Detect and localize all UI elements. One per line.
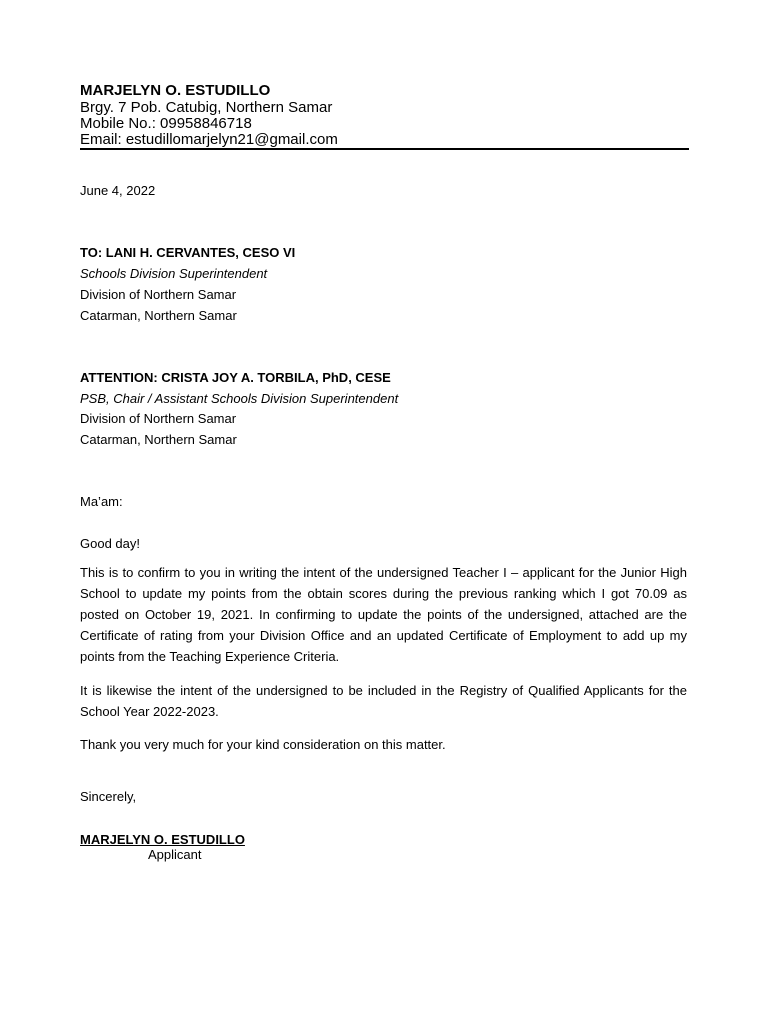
- recipient-position: Schools Division Superintendent: [80, 266, 268, 281]
- sender-address: Brgy. 7 Pob. Catubig, Northern Samar: [80, 99, 333, 116]
- sender-name: MARJELYN O. ESTUDILLO: [80, 82, 271, 99]
- attention-position: PSB, Chair / Assistant Schools Division Superintendent: [80, 391, 399, 406]
- recipient-office: Division of Northern Samar: [80, 287, 237, 302]
- attention-location: Catarman, Northern Samar: [80, 432, 237, 447]
- recipient-line: TO: LANI H. CERVANTES, CESO VI: [80, 245, 296, 260]
- salutation: Ma’am:: [80, 494, 123, 509]
- attention-office: Division of Northern Samar: [80, 411, 237, 426]
- body-paragraph-1: This is to confirm to you in writing the intent of the undersigned Teacher I – applicant for the Junior High School to update my points from the obtain scores during the previous ranking which I got 70.09 as posted on October 19, 2021. In confirming to update the points of the undersigned, attached are the Certificate of rating from your Division Office and an updated Certificate of Employment to add up my points from the Teaching Experience Criteria.: [80, 565, 687, 664]
- body-paragraph-2: It is likewise the intent of the undersigned to be included in the Registry of Qualified Applicants for the School Year 2022-2023.: [80, 683, 687, 719]
- signature-title: Applicant: [148, 847, 202, 862]
- recipient-location: Catarman, Northern Samar: [80, 308, 237, 323]
- sender-email: Email: estudillomarjelyn21@gmail.com: [80, 131, 338, 148]
- sender-mobile: Mobile No.: 09958846718: [80, 115, 252, 132]
- signature-name: MARJELYN O. ESTUDILLO: [80, 832, 245, 847]
- header-divider: [80, 148, 689, 150]
- greeting: Good day!: [80, 536, 140, 551]
- body-paragraph-3: Thank you very much for your kind consideration on this matter.: [80, 737, 446, 752]
- attention-line: ATTENTION: CRISTA JOY A. TORBILA, PhD, CESE: [80, 370, 391, 385]
- closing: Sincerely,: [80, 789, 137, 804]
- letter-date: June 4, 2022: [80, 183, 156, 198]
